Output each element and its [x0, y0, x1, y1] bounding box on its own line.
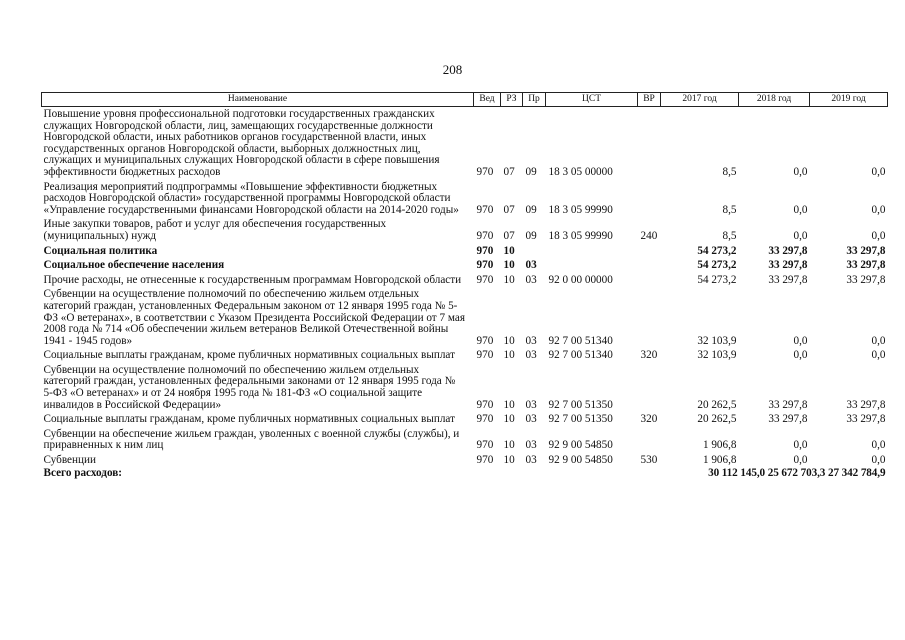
row-vr	[638, 258, 661, 273]
total-label: Всего расходов:	[43, 466, 123, 479]
row-pr: 03	[525, 349, 537, 362]
row-value-2018: 0,0	[793, 349, 808, 362]
row-name: Социальное обеспечение населения	[43, 259, 225, 272]
row-name: Субвенции на осуществление полномочий по обеспечению жильем отдельных категорий граждан, установленных Федеральным законом от 12 января 1995 года № 5-ФЗ «О ветеранах», в соответствии с Указом Президента Российской Федерации от 7 мая 2008 года № 714 «Об обеспечении жильем ветеранов Великой Отечественной войны 1941 - 1945 годов»	[43, 288, 465, 347]
row-ved: 970	[476, 334, 494, 347]
row-rz: 07	[503, 165, 515, 178]
row-value-2018: 33 297,8	[768, 244, 808, 257]
row-vr	[638, 180, 661, 218]
row-value-2018: 0,0	[793, 334, 808, 347]
row-ved: 970	[476, 439, 494, 452]
row-pr: 09	[525, 229, 537, 242]
row-value-2018: 33 297,8	[768, 273, 808, 286]
row-name: Социальные выплаты гражданам, кроме публичных нормативных социальных выплат	[43, 349, 455, 362]
row-ved: 970	[476, 398, 494, 411]
row-value-2018: 33 297,8	[768, 398, 808, 411]
row-cst: 92 9 00 54850	[548, 454, 613, 467]
row-value-2017: 1 906,8	[702, 439, 737, 452]
row-name: Социальная политика	[43, 244, 158, 257]
row-pr: 09	[525, 203, 537, 216]
row-value-2019: 0,0	[871, 334, 886, 347]
row-ved: 970	[476, 259, 494, 272]
row-value-2019: 33 297,8	[846, 244, 886, 257]
header-cst: ЦСТ	[546, 93, 638, 107]
row-name: Социальные выплаты гражданам, кроме публичных нормативных социальных выплат	[43, 413, 455, 426]
row-cst: 18 3 05 00000	[548, 165, 613, 178]
row-vr	[638, 273, 661, 288]
row-name: Повышение уровня профессиональной подготовки государственных гражданских служащих Новгородской области, лиц, замещающих государственные должности Новгородской области, иных работников органов государственной власти, иных государственных органов Новгородской области, выборных должностных лиц, служащих и муниципальных служащих Новгородской области в сфере повышения эффективности бюджетных расходов	[43, 108, 440, 178]
row-value-2017: 1 906,8	[702, 454, 737, 467]
row-ved: 970	[476, 203, 494, 216]
page-number: 208	[442, 62, 463, 77]
row-rz: 10	[503, 439, 515, 452]
row-value-2019: 0,0	[871, 229, 886, 242]
row-vr: 240	[640, 229, 658, 242]
row-cst: 92 7 00 51340	[548, 334, 613, 347]
row-vr: 320	[640, 413, 658, 426]
row-cst: 18 3 05 99990	[548, 203, 613, 216]
row-cst	[546, 244, 638, 259]
row-value-2018: 33 297,8	[768, 413, 808, 426]
header-pr: Пр	[523, 93, 546, 107]
row-value-2019: 0,0	[871, 454, 886, 467]
row-value-2018: 0,0	[793, 165, 808, 178]
row-value-2019: 0,0	[871, 439, 886, 452]
budget-table	[41, 92, 888, 479]
row-value-2018: 0,0	[793, 203, 808, 216]
row-rz: 10	[503, 259, 515, 272]
row-vr: 320	[640, 349, 658, 362]
total-values: 30 112 145,0 25 672 703,3 27 342 784,9	[708, 466, 886, 479]
row-name: Субвенции	[43, 454, 96, 467]
table-row	[42, 258, 888, 273]
table-row	[42, 273, 888, 288]
row-value-2017: 8,5	[722, 165, 737, 178]
row-ved: 970	[476, 229, 494, 242]
header-ved: Вед	[474, 93, 501, 107]
row-ved: 970	[476, 413, 494, 426]
row-vr	[638, 427, 661, 453]
row-value-2019: 0,0	[871, 349, 886, 362]
row-cst: 92 7 00 51350	[548, 398, 613, 411]
table-row	[42, 287, 888, 348]
row-pr: 03	[525, 454, 537, 467]
row-pr: 03	[525, 398, 537, 411]
row-rz: 10	[503, 334, 515, 347]
row-ved: 970	[476, 349, 494, 362]
row-pr: 03	[525, 334, 537, 347]
header-2018: 2018 год	[739, 93, 810, 107]
table-row	[42, 348, 888, 363]
row-cst: 18 3 05 99990	[548, 229, 613, 242]
row-cst: 92 0 00 00000	[548, 273, 613, 286]
row-value-2018: 0,0	[793, 454, 808, 467]
table-row	[42, 180, 888, 218]
row-cst: 92 7 00 51340	[548, 349, 613, 362]
row-rz: 07	[503, 229, 515, 242]
row-ved: 970	[476, 165, 494, 178]
row-name: Субвенции на обеспечение жильем граждан, уволенных с военной службы (службы), и приравненных к ним лиц	[43, 427, 460, 452]
table-row	[42, 363, 888, 412]
header-2019: 2019 год	[810, 93, 888, 107]
table-row	[42, 217, 888, 243]
row-value-2019: 0,0	[871, 203, 886, 216]
row-ved: 970	[476, 273, 494, 286]
row-value-2019: 0,0	[871, 165, 886, 178]
row-rz: 10	[503, 454, 515, 467]
row-rz: 10	[503, 244, 515, 257]
table-row	[42, 453, 888, 468]
row-name: Реализация мероприятий подпрограммы «Повышение эффективности бюджетных расходов Новгородской области» государственной программы Новгородской области «Управление государственными финансами Новгородской области на 2014-2020 годы»	[43, 180, 459, 216]
row-pr	[523, 244, 546, 259]
row-value-2018: 33 297,8	[768, 259, 808, 272]
row-value-2017: 8,5	[722, 229, 737, 242]
row-pr: 03	[525, 273, 537, 286]
row-value-2018: 0,0	[793, 229, 808, 242]
row-vr: 530	[640, 454, 658, 467]
row-cst: 92 9 00 54850	[548, 439, 613, 452]
row-vr	[638, 287, 661, 348]
row-pr: 09	[525, 165, 537, 178]
header-name: Наименование	[42, 93, 474, 107]
row-value-2017: 54 273,2	[697, 244, 737, 257]
row-cst: 92 7 00 51350	[548, 413, 613, 426]
row-pr: 03	[525, 439, 537, 452]
row-cst	[546, 258, 638, 273]
row-value-2017: 32 103,9	[697, 334, 737, 347]
row-value-2017: 20 262,5	[697, 413, 737, 426]
row-value-2017: 32 103,9	[697, 349, 737, 362]
row-rz: 07	[503, 203, 515, 216]
row-value-2017: 54 273,2	[697, 273, 737, 286]
table-header-row	[42, 93, 888, 107]
row-value-2019: 33 297,8	[846, 413, 886, 426]
row-pr: 03	[525, 413, 537, 426]
total-row	[42, 468, 888, 480]
table-row	[42, 412, 888, 427]
row-value-2019: 33 297,8	[846, 273, 886, 286]
row-pr: 03	[525, 259, 537, 272]
table-row	[42, 107, 888, 180]
row-value-2019: 33 297,8	[846, 398, 886, 411]
header-vr: ВР	[638, 93, 661, 107]
row-value-2017: 54 273,2	[697, 259, 737, 272]
row-value-2017: 8,5	[722, 203, 737, 216]
row-ved: 970	[476, 454, 494, 467]
row-rz: 10	[503, 398, 515, 411]
row-value-2018: 0,0	[793, 439, 808, 452]
row-name: Прочие расходы, не отнесенные к государственным программам Новгородской области	[43, 273, 462, 286]
row-name: Иные закупки товаров, работ и услуг для обеспечения государственных (муниципальных) нужд	[43, 218, 387, 242]
total-spacer	[474, 468, 661, 480]
row-name: Субвенции на осуществление полномочий по обеспечению жильем отдельных категорий граждан, установленных федеральными законами от 12 января 1995 года № 5-ФЗ «О ветеранах» и от 24 ноября 1995 года № 181-ФЗ «О социальной защите инвалидов в Российской Федерации»	[43, 363, 456, 411]
row-vr	[638, 107, 661, 180]
header-2017: 2017 год	[661, 93, 739, 107]
row-value-2019: 33 297,8	[846, 259, 886, 272]
row-rz: 10	[503, 413, 515, 426]
header-rz: РЗ	[501, 93, 523, 107]
row-ved: 970	[476, 244, 494, 257]
row-value-2017: 20 262,5	[697, 398, 737, 411]
table-row	[42, 427, 888, 453]
row-rz: 10	[503, 273, 515, 286]
table-row	[42, 244, 888, 259]
row-vr	[638, 363, 661, 412]
row-rz: 10	[503, 349, 515, 362]
row-vr	[638, 244, 661, 259]
